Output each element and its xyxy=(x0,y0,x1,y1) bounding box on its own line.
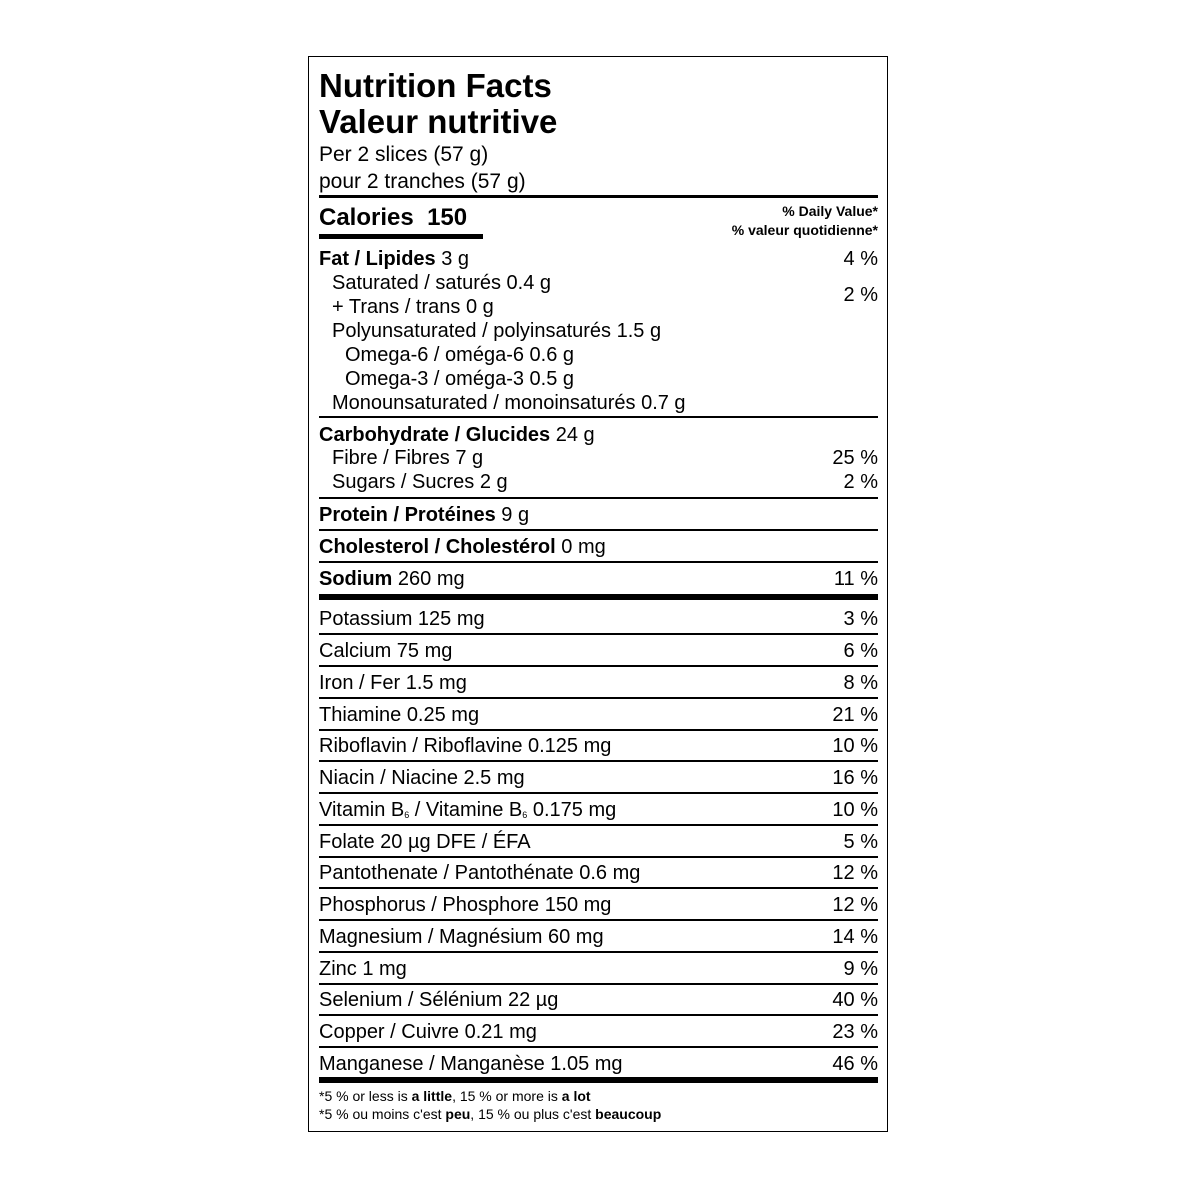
nutrient-dv: 10 % xyxy=(832,799,878,821)
nutrient-dv: 8 % xyxy=(843,672,878,694)
divider xyxy=(319,416,878,418)
divider xyxy=(319,792,878,794)
divider xyxy=(319,919,878,921)
nutrition-facts-table xyxy=(308,56,888,1132)
omega6-row: Omega-6 / oméga-6 0.6 g xyxy=(345,344,575,366)
cholesterol-row xyxy=(319,537,606,557)
protein-label: Protein / Protéines xyxy=(319,504,496,526)
thick-divider xyxy=(319,594,878,600)
polyunsaturated-row: Polyunsaturated / polyinsaturés 1.5 g xyxy=(332,320,662,342)
fat-label: Fat / Lipides xyxy=(319,248,436,270)
nutrient-dv: 40 % xyxy=(832,989,878,1011)
nutrient-row: Iron / Fer 1.5 mg xyxy=(319,672,467,694)
protein-amount: 9 g xyxy=(501,504,530,526)
divider xyxy=(319,951,878,953)
cholesterol-label: Cholesterol / Cholestérol xyxy=(319,536,556,558)
nutrient-row: Riboflavin / Riboflavine 0.125 mg xyxy=(319,735,612,757)
footnote-text: , 15 % or more is xyxy=(452,1088,562,1104)
nutrient-row: Phosphorus / Phosphore 150 mg xyxy=(319,894,612,916)
nutrient-row: Niacin / Niacine 2.5 mg xyxy=(319,767,525,789)
thick-divider xyxy=(319,1077,878,1083)
divider xyxy=(319,665,878,667)
subscript-6: 6 xyxy=(404,810,410,820)
cholesterol-amount: 0 mg xyxy=(561,536,606,558)
divider xyxy=(319,983,878,985)
subscript-6: 6 xyxy=(522,810,528,820)
footnote-text: *5 % or less is xyxy=(319,1088,412,1104)
nutrient-dv: 14 % xyxy=(832,926,878,948)
fat-amount: 3 g xyxy=(441,248,470,270)
fat-row xyxy=(319,249,469,269)
sat-trans-dv: 2 % xyxy=(843,284,878,306)
divider xyxy=(319,561,878,563)
sodium-row xyxy=(319,569,465,589)
nutrient-row: Magnesium / Magnésium 60 mg xyxy=(319,926,604,948)
calories-underline xyxy=(319,234,483,239)
daily-value-header-en: % Daily Value* xyxy=(782,203,878,219)
nutrient-dv: 9 % xyxy=(843,958,878,980)
sodium-dv: 11 % xyxy=(833,568,878,590)
carbohydrate-amount: 24 g xyxy=(555,424,595,446)
footnote-text: *5 % ou moins c'est xyxy=(319,1106,446,1122)
nutrient-dv: 16 % xyxy=(832,767,878,789)
daily-value-header-fr: % valeur quotidienne* xyxy=(731,222,878,238)
sodium-amount: 260 mg xyxy=(397,568,465,590)
nutrient-row: Pantothenate / Pantothénate 0.6 mg xyxy=(319,862,641,884)
sodium-label: Sodium xyxy=(319,568,393,590)
nutrient-dv: 12 % xyxy=(832,862,878,884)
calories-row xyxy=(319,206,467,230)
fat-dv: 4 % xyxy=(843,248,878,270)
serving-size-en: Per 2 slices (57 g) xyxy=(319,143,489,166)
sugars-row: Sugars / Sucres 2 g xyxy=(332,471,508,493)
serving-size-fr: pour 2 tranches (57 g) xyxy=(319,170,526,193)
divider xyxy=(319,856,878,858)
divider xyxy=(319,497,878,499)
title-fr: Valeur nutritive xyxy=(319,103,558,140)
carbohydrate-row xyxy=(319,425,595,445)
omega3-row: Omega-3 / oméga-3 0.5 g xyxy=(345,368,575,390)
divider xyxy=(319,760,878,762)
vitamin-b6-amount: 0.175 mg xyxy=(527,799,617,821)
nutrient-row: Potassium 125 mg xyxy=(319,608,485,630)
divider xyxy=(319,1014,878,1016)
vitamin-b6-en: Vitamin B xyxy=(319,799,405,821)
nutrient-row: Thiamine 0.25 mg xyxy=(319,704,480,726)
calories-label: Calories xyxy=(319,204,414,231)
title-en: Nutrition Facts xyxy=(319,67,552,104)
footnote-fr xyxy=(319,1107,661,1121)
divider xyxy=(319,887,878,889)
trans-row: + Trans / trans 0 g xyxy=(332,296,494,318)
nutrient-dv: 23 % xyxy=(832,1021,878,1043)
nutrient-row: Selenium / Sélénium 22 µg xyxy=(319,989,559,1011)
footnote-emphasis: beaucoup xyxy=(595,1106,662,1122)
nutrient-dv: 3 % xyxy=(843,608,878,630)
divider xyxy=(319,729,878,731)
nutrient-row-vitamin-b6 xyxy=(319,800,616,820)
vitamin-b6-fr: / Vitamine B xyxy=(409,799,523,821)
carbohydrate-label: Carbohydrate / Glucides xyxy=(319,424,551,446)
monounsaturated-row: Monounsaturated / monoinsaturés 0.7 g xyxy=(332,392,686,414)
footnote-emphasis: a lot xyxy=(561,1088,591,1104)
sugars-dv: 2 % xyxy=(843,471,878,493)
saturated-row: Saturated / saturés 0.4 g xyxy=(332,272,552,294)
divider xyxy=(319,824,878,826)
protein-row xyxy=(319,505,529,525)
fibre-dv: 25 % xyxy=(832,447,878,469)
nutrient-row: Copper / Cuivre 0.21 mg xyxy=(319,1021,537,1043)
footnote-emphasis: peu xyxy=(445,1106,471,1122)
nutrient-dv: 5 % xyxy=(843,831,878,853)
divider xyxy=(319,1046,878,1048)
footnote-en xyxy=(319,1089,591,1103)
footnote-emphasis: a little xyxy=(411,1088,453,1104)
fibre-row: Fibre / Fibres 7 g xyxy=(332,447,484,469)
nutrient-dv: 46 % xyxy=(832,1053,878,1075)
divider xyxy=(319,529,878,531)
divider xyxy=(319,633,878,635)
calories-value: 150 xyxy=(427,204,468,231)
nutrient-row: Zinc 1 mg xyxy=(319,958,407,980)
nutrient-row: Manganese / Manganèse 1.05 mg xyxy=(319,1053,623,1075)
divider xyxy=(319,697,878,699)
footnote-text: , 15 % ou plus c'est xyxy=(470,1106,596,1122)
nutrient-row: Folate 20 µg DFE / ÉFA xyxy=(319,831,531,853)
nutrient-dv: 12 % xyxy=(832,894,878,916)
divider xyxy=(319,195,878,198)
nutrient-dv: 21 % xyxy=(832,704,878,726)
nutrient-dv: 10 % xyxy=(832,735,878,757)
nutrient-dv: 6 % xyxy=(843,640,878,662)
nutrient-row: Calcium 75 mg xyxy=(319,640,453,662)
